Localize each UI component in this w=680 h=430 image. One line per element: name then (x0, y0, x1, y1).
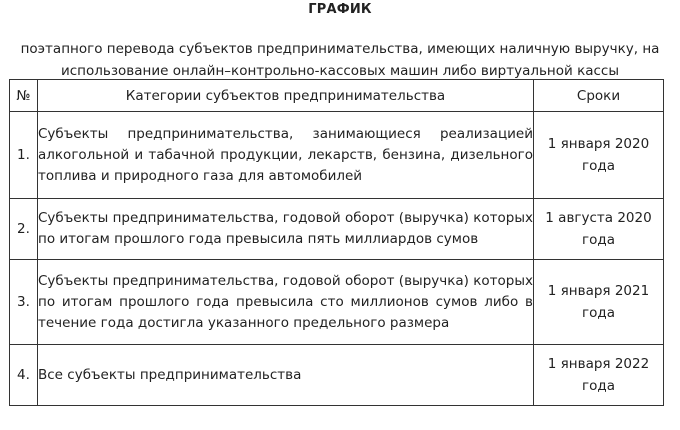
subtitle-line-2: использование онлайн–контрольно-кассовых машин либо виртуальной кассы (60, 63, 620, 79)
row-deadline (534, 345, 664, 406)
row-category: Субъекты предпринимательства, годовой оборот (выручка) которых по итогам прошлого года превысила пять миллиардов сумов (38, 199, 534, 260)
deadline-date: 1 августа 2020 (545, 210, 652, 226)
row-category: Все субъекты предпринимательства (38, 345, 534, 406)
deadline-date: 1 января 2021 (547, 283, 650, 299)
deadline-year-word: года (582, 378, 615, 394)
deadline-date: 1 января 2020 (547, 136, 650, 152)
table-header-row (10, 80, 664, 112)
row-number: 2. (10, 199, 38, 260)
row-category: Субъекты предпринимательства, занимающиеся реализацией алкогольной и табачной продукции, лекарств, бензина, дизельного топлива и природного газа для автомобилей (38, 112, 534, 199)
row-number: 3. (10, 260, 38, 345)
row-number: 4. (10, 345, 38, 406)
row-category: Субъекты предпринимательства, годовой оборот (выручка) которых по итогам прошлого года превысила сто миллионов сумов либо в течение года достигла указанного предельного размера (38, 260, 534, 345)
row-deadline (534, 260, 664, 345)
document-title: ГРАФИК (308, 2, 372, 17)
row-deadline (534, 199, 664, 260)
table-row (10, 199, 664, 260)
row-deadline (534, 112, 664, 199)
header-number: № (10, 80, 38, 112)
deadline-date: 1 января 2022 (547, 356, 650, 372)
deadline-year-word: года (582, 305, 615, 321)
schedule-table (9, 79, 664, 406)
deadline-year-word: года (582, 232, 615, 248)
deadline-year-word: года (582, 158, 615, 174)
table-row (10, 112, 664, 199)
row-number: 1. (10, 112, 38, 199)
table-row (10, 260, 664, 345)
subtitle-line-1: поэтапного перевода субъектов предпринимательства, имеющих наличную выручку, на (20, 41, 660, 57)
table-row (10, 345, 664, 406)
header-deadline: Сроки (534, 80, 664, 112)
document-subtitle (10, 38, 670, 82)
header-category: Категории субъектов предпринимательства (38, 80, 534, 112)
